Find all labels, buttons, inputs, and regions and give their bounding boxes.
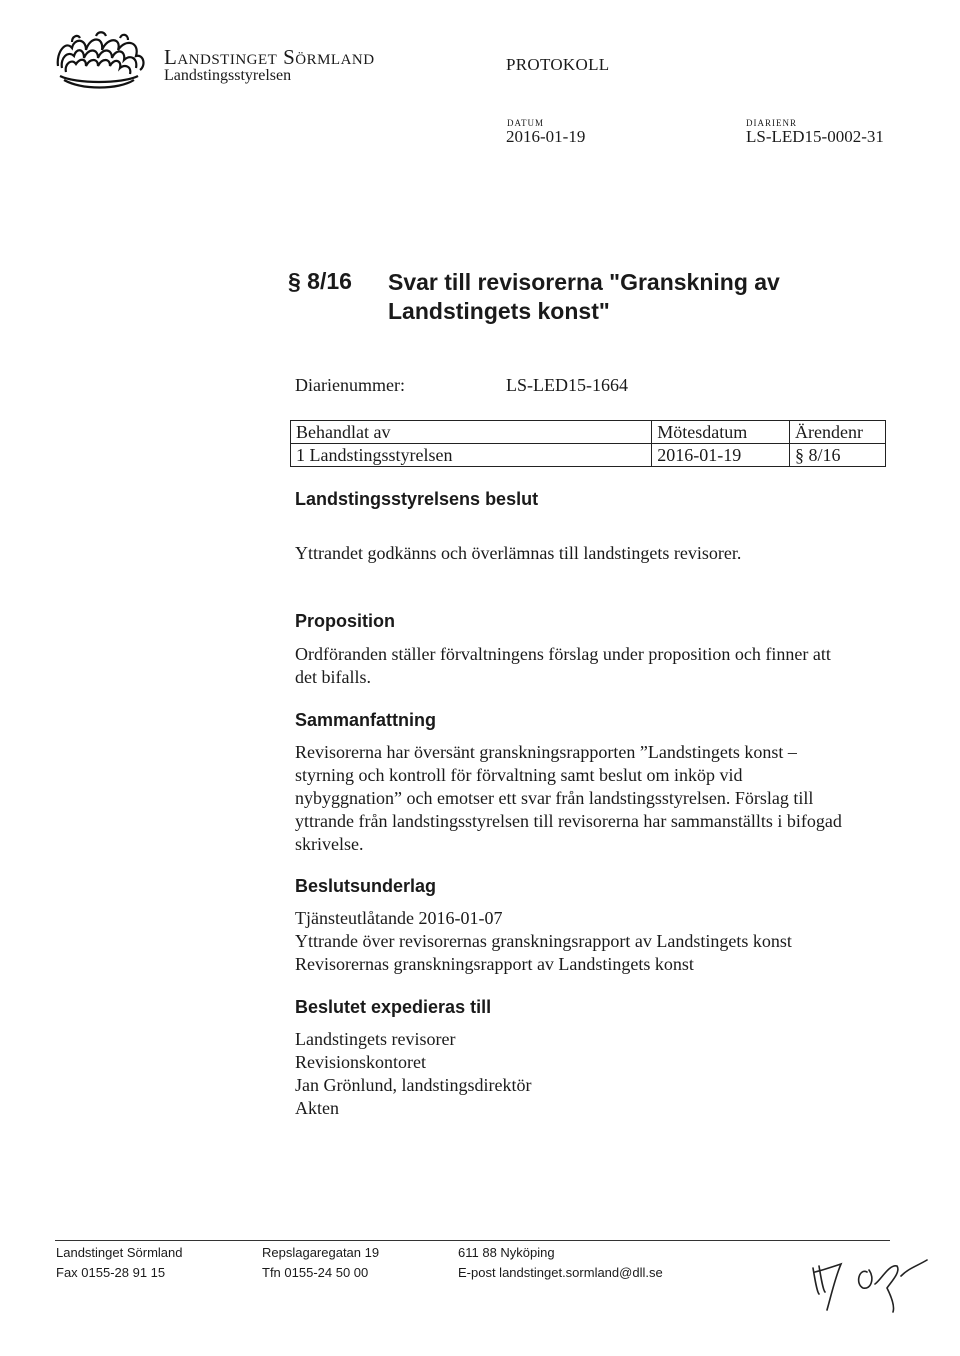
diarienummer-value: LS-LED15-1664 <box>506 375 628 395</box>
paragraph-number: § 8/16 <box>288 268 352 294</box>
table-cell: 1 Landstingsstyrelsen <box>291 444 652 467</box>
footer-street: Repslagaregatan 19 <box>262 1245 380 1260</box>
footer-column-contact <box>458 1243 663 1283</box>
signature-initials <box>805 1248 935 1316</box>
footer-column-address <box>262 1243 379 1283</box>
document-type: PROTOKOLL <box>506 55 610 74</box>
list-item: Tjänsteutlåtande 2016-01-07 <box>295 908 503 928</box>
decision-heading: Landstingsstyrelsens beslut <box>295 489 539 509</box>
list-item: Akten <box>295 1098 339 1118</box>
diarienr-label: DIARIENR <box>746 118 797 128</box>
footer-divider <box>55 1240 890 1241</box>
list-item: Revisionskontoret <box>295 1052 426 1072</box>
footer-phone: Tfn 0155-24 50 00 <box>262 1265 369 1280</box>
footer-postal: 611 88 Nyköping <box>458 1245 555 1260</box>
text-line: yttrande från landstingsstyrelsen till revisorerna har sammanställts i bifogad <box>295 811 842 831</box>
dispatch-heading: Beslutet expedieras till <box>295 997 492 1017</box>
summary-heading: Sammanfattning <box>295 710 437 730</box>
crown-logo-icon <box>52 28 148 94</box>
list-item: Landstingets revisorer <box>295 1029 456 1049</box>
text-line: Ordföranden ställer förvaltningens förslag under proposition och finner att <box>295 644 831 664</box>
text-line: nybyggnation” och emotser ett svar från landstingsstyrelsen. Förslag till <box>295 788 814 808</box>
decision-text: Yttrandet godkänns och överlämnas till landstingets revisorer. <box>295 543 742 563</box>
list-item: Revisorernas granskningsrapport av Landstingets konst <box>295 954 694 974</box>
proposition-heading: Proposition <box>295 611 395 631</box>
footer-fax: Fax 0155-28 91 15 <box>56 1265 166 1280</box>
org-name-second: Sörmland <box>283 45 375 69</box>
date-value: 2016-01-19 <box>506 127 586 146</box>
table-header-cell: Behandlat av <box>291 421 652 444</box>
summary-text <box>295 741 895 856</box>
text-line: Revisorerna har översänt granskningsrapporten ”Landstingets konst – <box>295 742 797 762</box>
text-line: styrning och kontroll för förvaltning samt beslut om inköp vid <box>295 765 743 785</box>
diarienr-value: LS-LED15-0002-31 <box>746 127 884 146</box>
basis-list <box>295 907 895 976</box>
text-line: det bifalls. <box>295 667 371 687</box>
page-title: Svar till revisorerna "Granskning av Landstingets konst" <box>388 269 780 324</box>
handling-table <box>290 420 886 467</box>
org-subtitle: Landstingsstyrelsen <box>164 67 292 84</box>
footer-column-org <box>56 1243 182 1283</box>
table-cell: 2016-01-19 <box>652 444 790 467</box>
table-header-cell: Mötesdatum <box>652 421 790 444</box>
table-header-row <box>291 421 886 444</box>
footer-email: E-post landstinget.sormland@dll.se <box>458 1265 663 1280</box>
list-item: Yttrande över revisorernas granskningsrapport av Landstingets konst <box>295 931 792 951</box>
basis-heading: Beslutsunderlag <box>295 876 437 896</box>
diarienummer-label: Diarienummer: <box>295 375 405 395</box>
list-item: Jan Grönlund, landstingsdirektör <box>295 1075 532 1095</box>
org-name-first: Landstinget <box>164 45 278 69</box>
proposition-text <box>295 643 885 689</box>
text-line: skrivelse. <box>295 834 364 854</box>
footer-org-name: Landstinget Sörmland <box>56 1245 183 1260</box>
date-label: DATUM <box>507 118 545 128</box>
table-row <box>291 444 886 467</box>
dispatch-list <box>295 1028 895 1120</box>
table-cell: § 8/16 <box>790 444 886 467</box>
table-header-cell: Ärendenr <box>790 421 886 444</box>
